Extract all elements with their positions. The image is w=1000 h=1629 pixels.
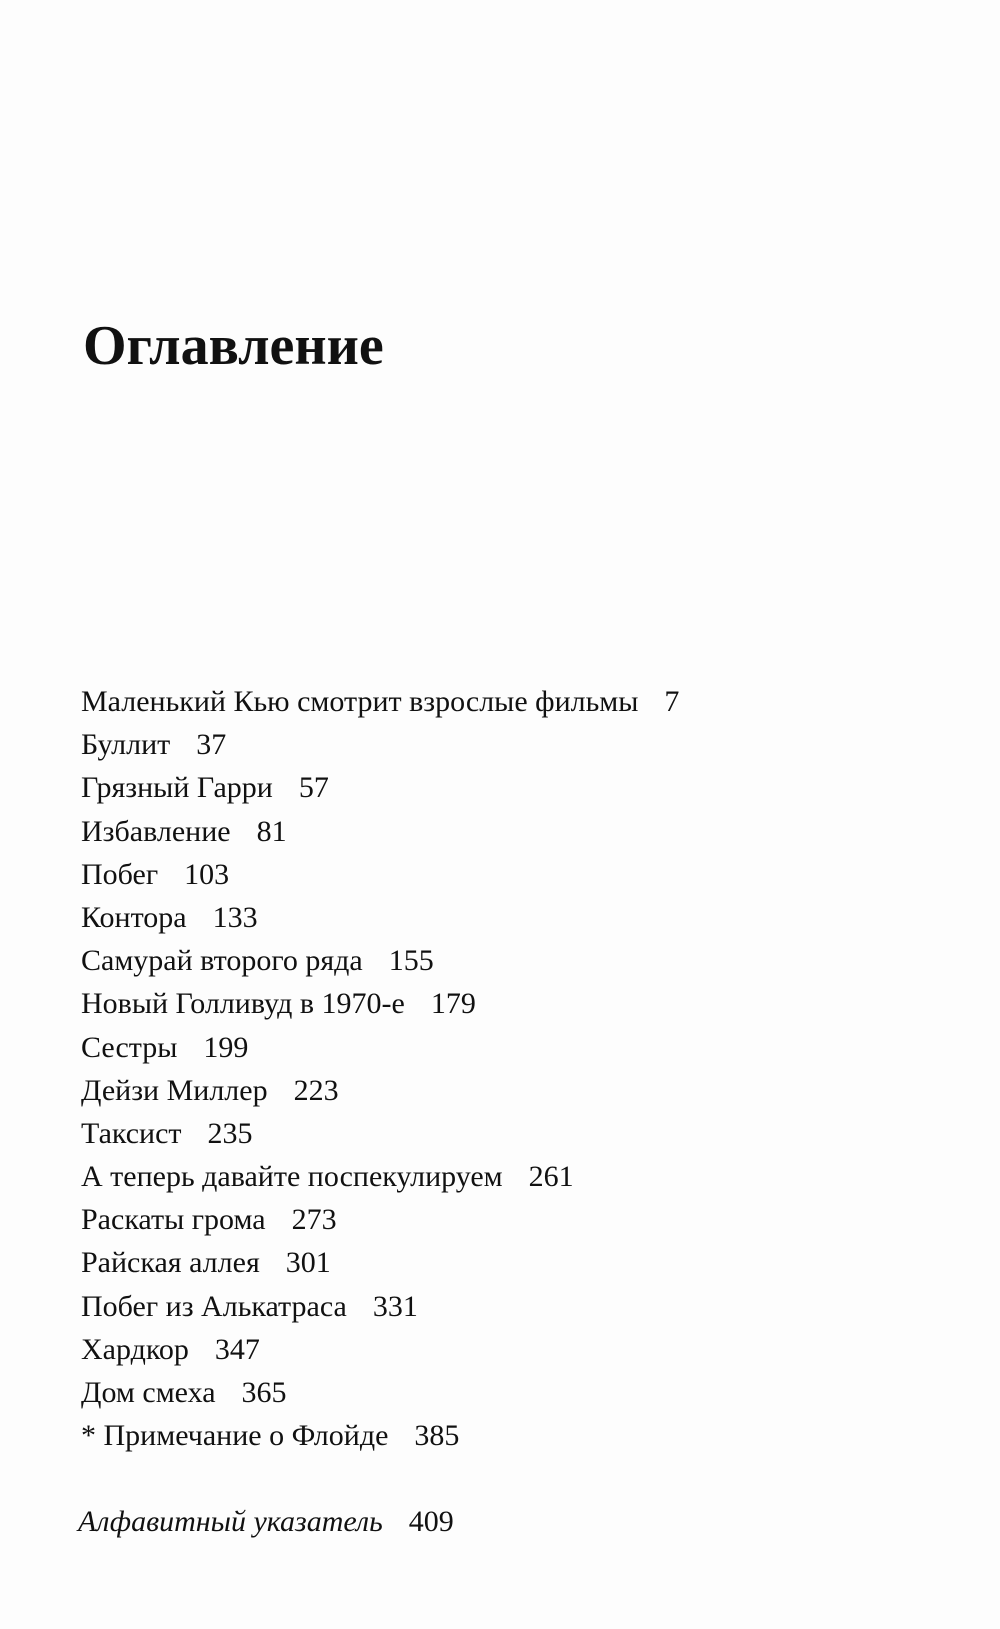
toc-entry <box>81 1155 679 1198</box>
toc-entry-page: 155 <box>388 944 434 978</box>
toc-entry-page: 331 <box>372 1289 418 1323</box>
toc-entry <box>81 1112 679 1155</box>
page-title: Оглавление <box>83 315 384 377</box>
toc-entry <box>81 1328 679 1371</box>
toc-entry-title: Дейзи Миллер <box>81 1073 268 1107</box>
toc-entry-page: 261 <box>528 1160 574 1194</box>
table-of-contents <box>81 680 679 1457</box>
toc-entry-title: Хардкор <box>81 1332 189 1366</box>
toc-entry-index <box>78 1500 454 1543</box>
toc-entry <box>81 810 679 853</box>
toc-entry <box>81 723 679 766</box>
toc-entry-page: 223 <box>293 1073 339 1107</box>
toc-entry-page: 385 <box>414 1419 460 1453</box>
toc-entry-title: Маленький Кью смотрит взрослые фильмы <box>81 685 639 718</box>
toc-entry <box>81 766 679 809</box>
toc-entry <box>81 853 679 896</box>
toc-entry-title: Побег из Алькатраса <box>81 1289 347 1323</box>
toc-entry-page: 273 <box>291 1203 337 1237</box>
toc-entry <box>81 1198 679 1241</box>
toc-entry <box>81 896 679 939</box>
toc-entry-page: 179 <box>430 987 476 1021</box>
toc-entry-page: 301 <box>285 1246 331 1280</box>
toc-entry <box>81 1371 679 1414</box>
toc-entry-title: Таксист <box>81 1116 182 1150</box>
toc-entry-title: Самурай второго ряда <box>81 944 363 978</box>
toc-entry-page: 365 <box>241 1376 287 1409</box>
toc-entry-title: Раскаты грома <box>81 1203 266 1237</box>
toc-entry-title: Новый Голливуд в 1970-е <box>81 987 405 1021</box>
toc-entry-title: Сестры <box>81 1030 178 1064</box>
toc-entry-title: Контора <box>81 900 187 934</box>
toc-entry-page: 409 <box>408 1505 454 1538</box>
toc-entry-title: А теперь давайте поспекулируем <box>81 1160 503 1194</box>
toc-entry-page: 37 <box>196 728 227 762</box>
toc-entry <box>81 680 679 723</box>
toc-entry <box>81 1414 679 1457</box>
toc-entry <box>81 1069 679 1112</box>
toc-entry-page: 7 <box>664 685 680 718</box>
toc-entry <box>81 1241 679 1284</box>
toc-entry-title: Грязный Гарри <box>81 771 273 805</box>
toc-entry <box>81 1285 679 1328</box>
toc-entry <box>81 939 679 982</box>
toc-entry-page: 57 <box>298 771 329 805</box>
toc-entry-page: 235 <box>207 1116 253 1150</box>
toc-entry-title: Алфавитный указатель <box>78 1505 383 1538</box>
toc-entry-page: 347 <box>214 1332 260 1366</box>
toc-entry-page: 133 <box>212 900 258 934</box>
toc-entry-page: 199 <box>203 1030 249 1064</box>
toc-entry <box>81 982 679 1025</box>
toc-entry-title: Дом смеха <box>81 1376 216 1409</box>
toc-entry-title: Райская аллея <box>81 1246 260 1280</box>
toc-entry <box>81 1026 679 1069</box>
toc-entry-title: Избавление <box>81 814 231 848</box>
toc-entry-page: 81 <box>256 814 287 848</box>
toc-entry-title: Буллит <box>81 728 171 762</box>
toc-entry-title: * Примечание о Флойде <box>81 1419 389 1453</box>
toc-entry-page: 103 <box>184 857 230 891</box>
toc-entry-title: Побег <box>81 857 159 891</box>
